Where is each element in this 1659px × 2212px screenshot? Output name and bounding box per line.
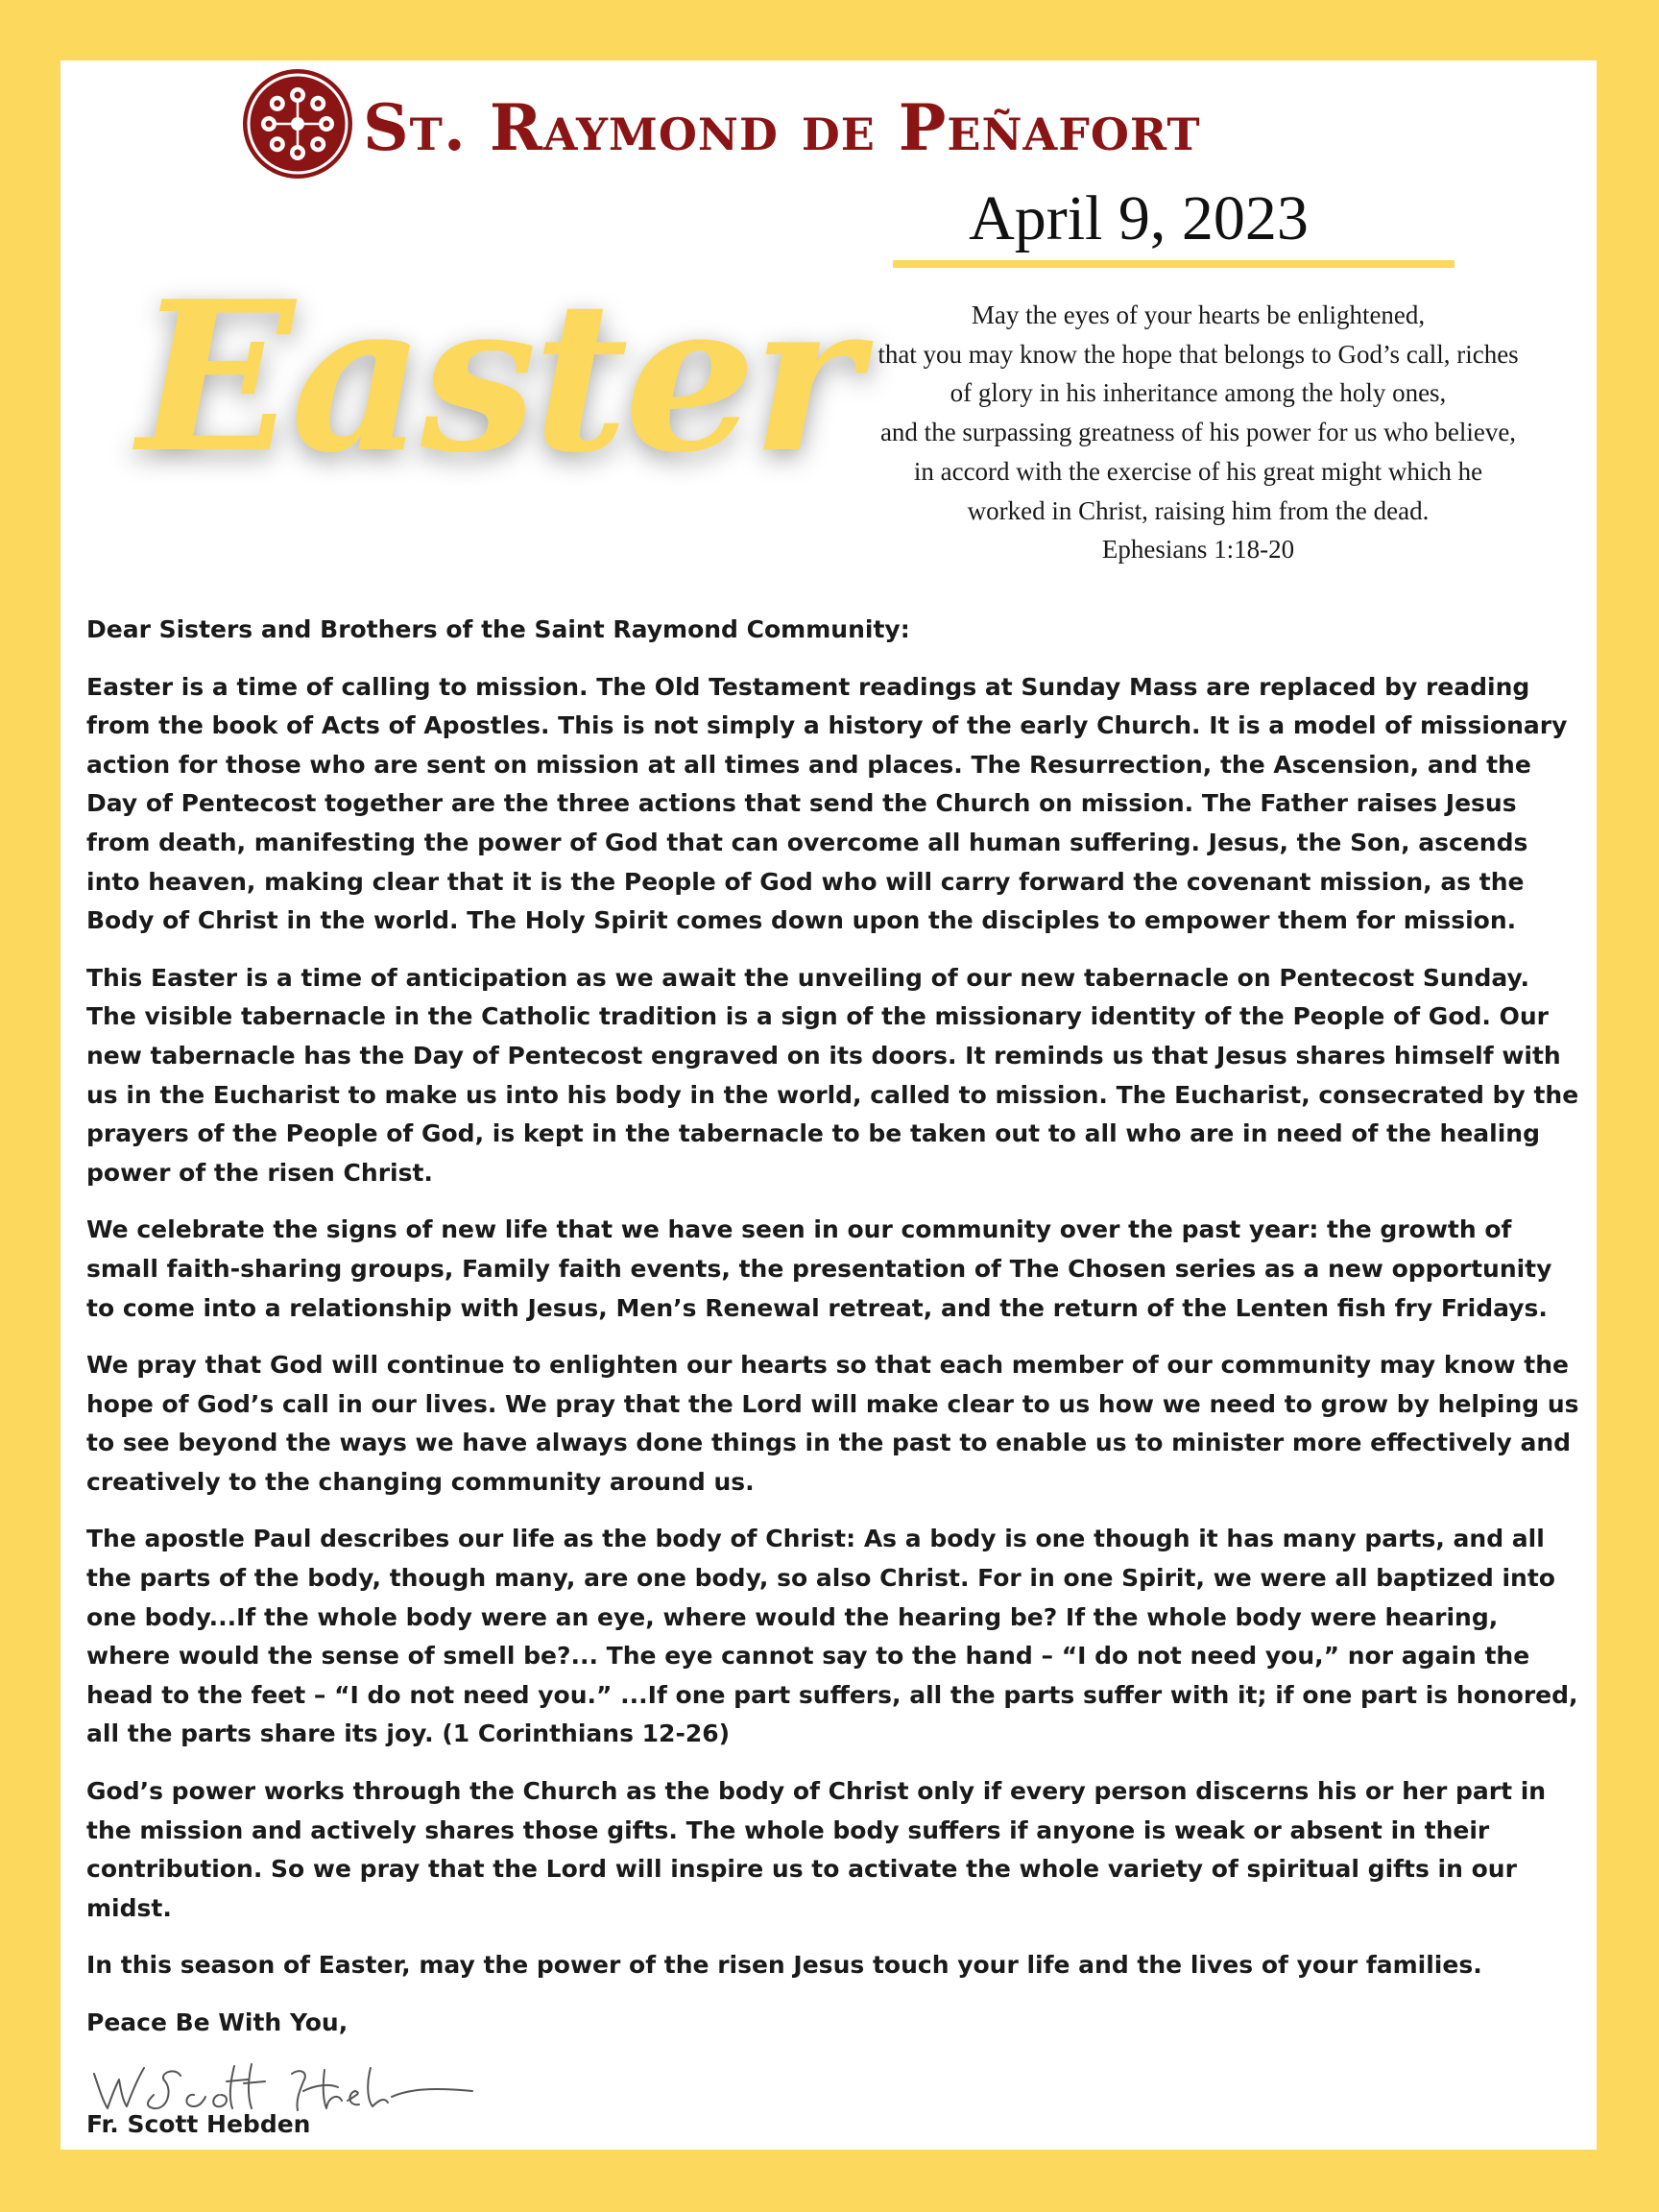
letter-paragraph: This Easter is a time of anticipation as we await the unveiling of our new tabernacle on Pentecost Sunday. The visible tabernacle in the Catholic tradition is a sign of the missionary identity of the People of God. Our new tabernacle has the Day of Pentecost engraved on its doors. It reminds us that Jesus shares himself with us in the Eucharist to make us into his body in the world, called to mission. The Eucharist, consecrated by the prayers of the People of God, is kept in the tabernacle to be taken out to all who are in need of the healing power of the risen Christ. <box>86 963 1579 1187</box>
easter-banner-word: Easter <box>137 255 857 498</box>
letter-paragraph: Easter is a time of calling to mission. The Old Testament readings at Sunday Mass are replaced by reading from the book of Acts of Apostles. This is not simply a history of the early Church. It is a model of missionary action for those who are sent on mission at all times and places. The Resurrection, the Ascension, and the Day of Pentecost together are the three actions that send the Church on mission. The Father raises Jesus from death, manifesting the power of God that can overcome all human suffering. Jesus, the Son, ascends into heaven, making clear that it is the People of God who will carry forward the covenant mission, as the Body of Christ in the world. The Holy Spirit comes down upon the disciples to empower them for mission. <box>86 672 1568 935</box>
verse-line: in accord with the exercise of his great might which he <box>913 456 1483 486</box>
verse-line: worked in Christ, raising him from the dead. <box>967 495 1430 525</box>
letter-paragraph: We pray that God will continue to enlighten our hearts so that each member of our community may know the hope of God’s call in our lives. We pray that the Lord will make clear to us how we need to grow by helping us to see beyond the ways we have always done things in the past to enable us to minister more effectively and creatively to the changing community around us. <box>86 1351 1579 1496</box>
bulletin-date: April 9, 2023 <box>969 183 1309 253</box>
verse-line: and the surpassing greatness of his power for us who believe, <box>879 418 1517 447</box>
letter-paragraph: God’s power works through the Church as the body of Christ only if every person discerns his or her part in the mission and actively shares those gifts. The whole body suffers if anyone is weak or absent in their contribution. So we pray that the Lord will inspire us to activate the whole variety of spiritual gifts in our midst. <box>86 1777 1547 1922</box>
verse-line: that you may know the hope that belongs to God’s call, riches <box>878 339 1519 369</box>
verse-reference: Ephesians 1:18-20 <box>1101 535 1295 565</box>
rose-window-logo-icon <box>240 66 355 181</box>
scripture-verse <box>809 296 1587 569</box>
verse-line: May the eyes of your hearts be enlightened, <box>971 301 1426 329</box>
letter-paragraph: The apostle Paul describes our life as the body of Christ: As a body is one though it has many parts, and all the parts of the body, though many, are one body, so also Christ. For in one Spirit, we were all baptized into one body...If the whole body were an eye, where would the hearing be? If the whole body were hearing, where would the sense of smell be?... The eye cannot say to the hand – “I do not need you,” nor again the head to the feet – “I do not need you.” ...If one part suffers, all the parts suffer with it; if one part is honored, all the parts share its joy. (1 Corinthians 12-26) <box>86 1525 1578 1748</box>
signer-name: Fr. Scott Hebden <box>86 2110 311 2138</box>
date-underline <box>893 260 1455 268</box>
parish-name: St. Raymond de Peñafort <box>363 90 1201 165</box>
letter-paragraph: In this season of Easter, may the power of the risen Jesus touch your life and the lives of your families. <box>86 1951 1482 1980</box>
pastor-letter <box>86 611 1584 2043</box>
bulletin-page <box>60 60 1597 2150</box>
verse-line: of glory in his inheritance among the holy ones, <box>950 378 1447 408</box>
letter-paragraph: We celebrate the signs of new life that we have seen in our community over the past year: the growth of small faith-sharing groups, Family faith events, the presentation of The Chosen series as a new opportunity to come into a relationship with Jesus, Men’s Renewal retreat, and the return of the Lenten fish fry Fridays. <box>86 1215 1552 1322</box>
letter-closing: Peace Be With You, <box>86 2008 349 2036</box>
letter-greeting: Dear Sisters and Brothers of the Saint Raymond Community: <box>86 615 910 643</box>
